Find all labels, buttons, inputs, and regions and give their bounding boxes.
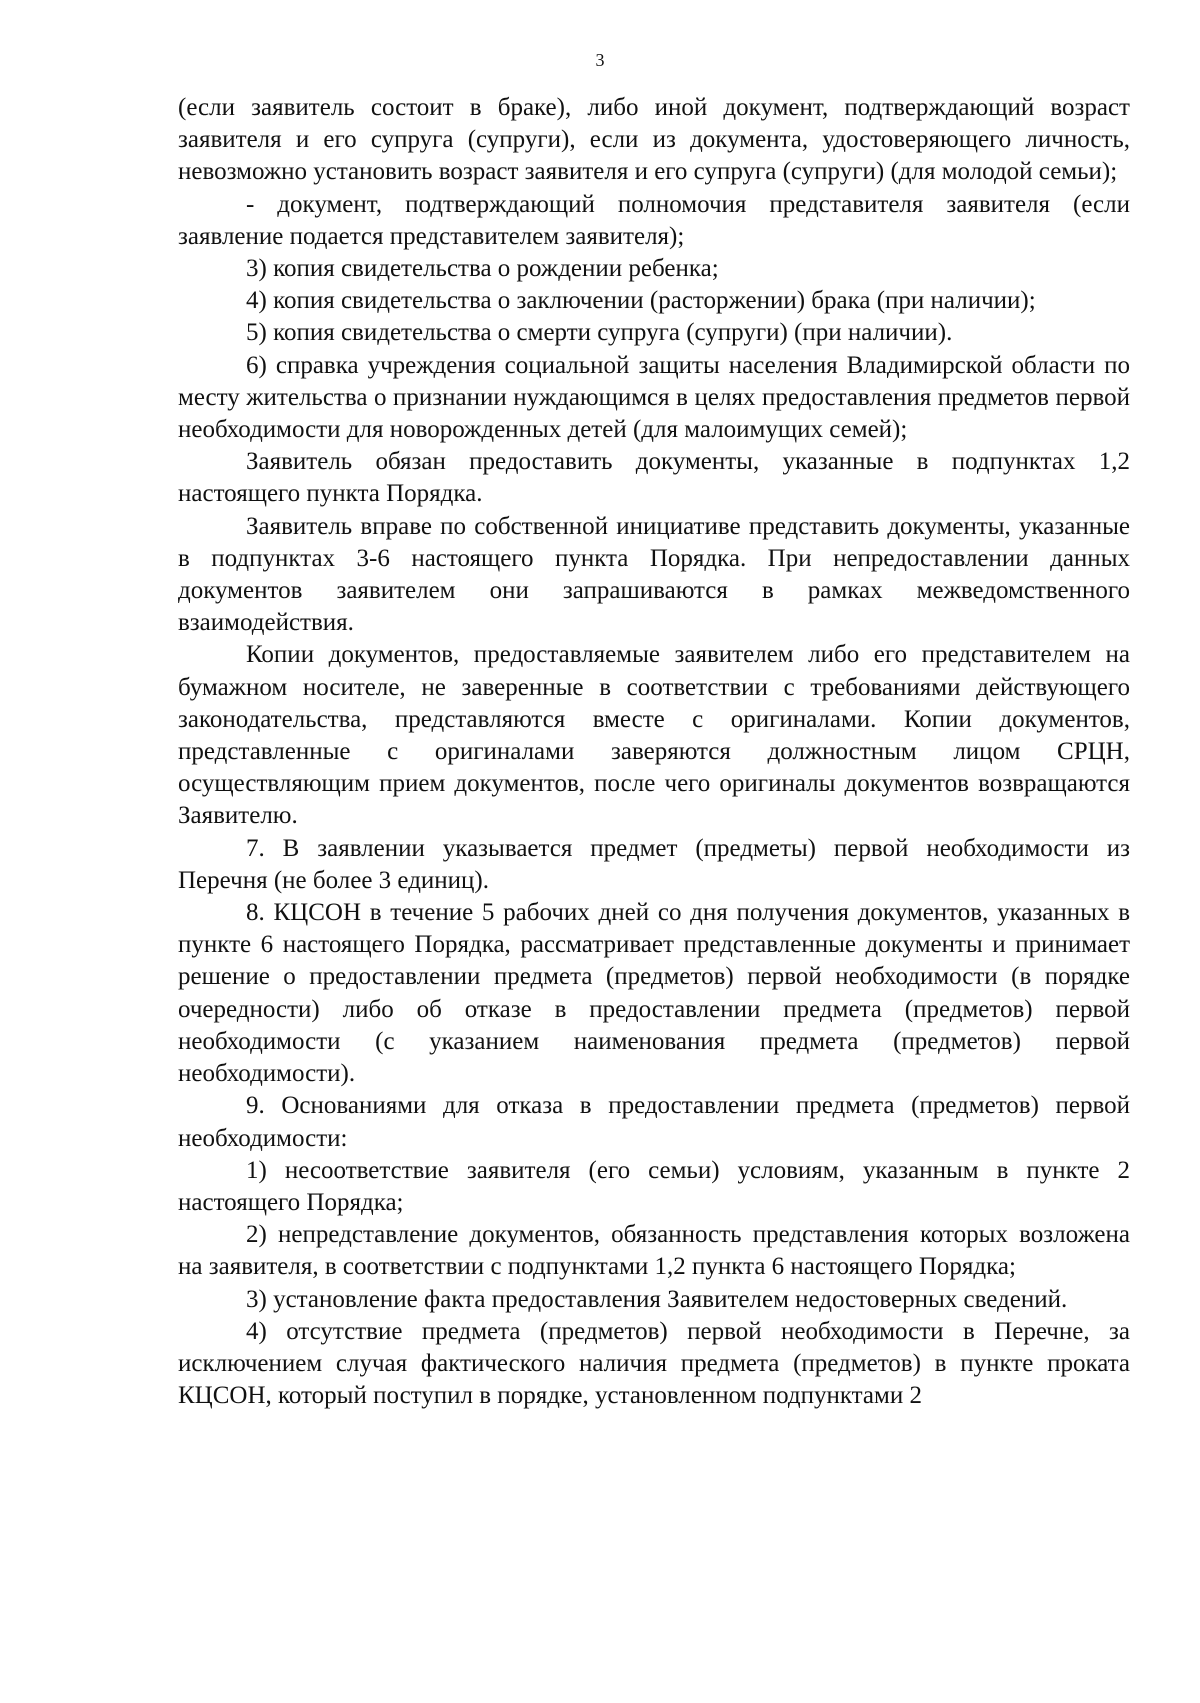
- paragraph: 1) несоответствие заявителя (его семьи) условиям, указанным в пункте 2 настоящего Порядка;: [178, 1156, 1130, 1216]
- paragraph: 6) справка учреждения социальной защиты населения Владимирской области по месту жительства о признании нуждающимся в целях предоставления предметов первой необходимости для новорожденных детей (для малоимущих семей);: [178, 351, 1130, 444]
- paragraph: 3) установление факта предоставления Заявителем недостоверных сведений.: [246, 1285, 1068, 1313]
- paragraph: 4) копия свидетельства о заключении (расторжении) брака (при наличии);: [246, 287, 1036, 315]
- paragraph: 3) копия свидетельства о рождении ребенка;: [246, 255, 719, 283]
- document-body: [178, 92, 1130, 1412]
- paragraph: Заявитель обязан предоставить документы, указанные в подпунктах 1,2 настоящего пункта Порядка.: [178, 448, 1130, 508]
- paragraph: 5) копия свидетельства о смерти супруга (супруги) (при наличии).: [246, 319, 953, 347]
- paragraph: 7. В заявлении указывается предмет (предметы) первой необходимости из Перечня (не более 3 единиц).: [178, 834, 1130, 894]
- paragraph: (если заявитель состоит в браке), либо иной документ, подтверждающий возраст заявителя и его супруга (супруги), если из документа, удостоверяющего личность, невозможно установить возраст заявителя и его супруга (супруги) (для молодой семьи);: [178, 94, 1130, 186]
- paragraph: 2) непредставление документов, обязанность представления которых возложена на заявителя, в соответствии с подпунктами 1,2 пункта 6 настоящего Порядка;: [178, 1221, 1130, 1281]
- paragraph: Копии документов, предоставляемые заявителем либо его представителем на бумажном носителе, не заверенные в соответствии с требованиями действующего законодательства, представляются вместе с оригиналами. Копии документов, представленные с оригиналами заверяются должностным лицом СРЦН, осуществляющим прием документов, после чего оригиналы документов возвращаются Заявителю.: [178, 641, 1130, 830]
- page-number: 3: [595, 50, 605, 70]
- paragraph: 4) отсутствие предмета (предметов) первой необходимости в Перечне, за исключением случая фактического наличия предмета (предметов) в пункте проката КЦСОН, который поступил в порядке, установленном подпунктами 2: [178, 1317, 1130, 1410]
- paragraph: 9. Основаниями для отказа в предоставлении предмета (предметов) первой необходимости:: [178, 1092, 1130, 1152]
- paragraph: 8. КЦСОН в течение 5 рабочих дней со дня получения документов, указанных в пункте 6 настоящего Порядка, рассматривает представленные документы и принимает решение о предоставлении предмета (предметов) первой необходимости (в порядке очередности) либо об отказе в предоставлении предмета (предметов) первой необходимости (с указанием наименования предмета (предметов) первой необходимости).: [178, 899, 1130, 1088]
- paragraph: - документ, подтверждающий полномочия представителя заявителя (если заявление подается представителем заявителя);: [178, 190, 1130, 250]
- paragraph: Заявитель вправе по собственной инициативе представить документы, указанные в подпунктах 3-6 настоящего пункта Порядка. При непредоставлении данных документов заявителем они запрашиваются в рамках межведомственного взаимодействия.: [178, 512, 1130, 637]
